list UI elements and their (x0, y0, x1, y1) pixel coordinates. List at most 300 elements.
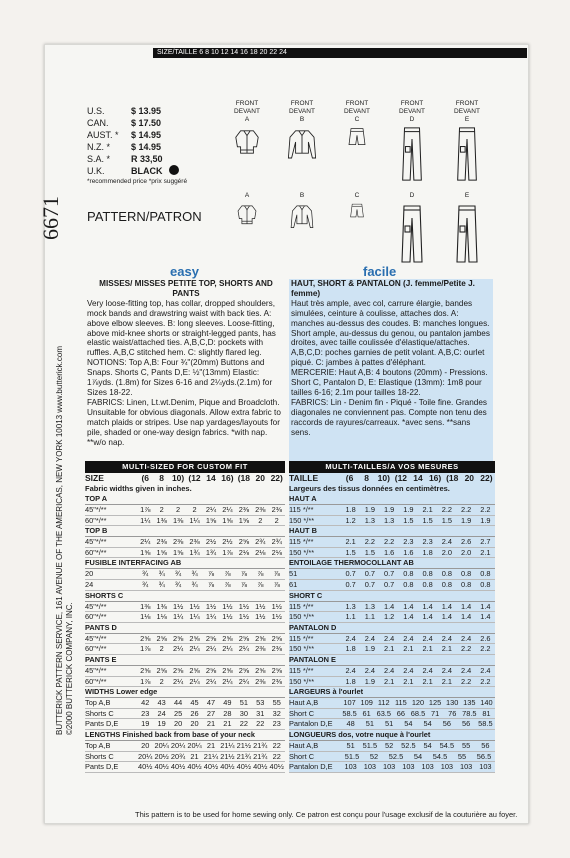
garment-drawing-icon (280, 202, 324, 240)
table-cell: 1⅝ (238, 515, 249, 525)
yardage-table-english (85, 461, 285, 773)
table-cell: 2.1 (403, 644, 414, 654)
publisher-line: BUTTERICK PATTERN SERVICE, 161 AVENUE OF THE AMERICAS, NEW YORK 10013 www.butterick.com (55, 346, 64, 735)
table-cell: 51.5 (362, 740, 378, 750)
table-cell: 2⅝ (271, 665, 282, 675)
table-cell: 1.3 (364, 601, 376, 611)
table-cell: 1.4 (441, 601, 453, 611)
row-label: Shorts C (85, 708, 114, 718)
price-value: R 33,50 (131, 154, 163, 164)
table-cell: 2.2 (460, 644, 472, 654)
section-title: SHORTS C (85, 591, 285, 602)
table-cell: 21 (223, 719, 232, 729)
table-row (85, 666, 285, 677)
table-cell: 2⅝ (271, 633, 282, 643)
table-cell: 40½ (138, 762, 153, 772)
price-row (87, 117, 187, 129)
price-country: AUST. * (87, 130, 119, 140)
table-cell: 103 (459, 762, 473, 772)
sizes-row (85, 473, 285, 484)
table-row (85, 537, 285, 548)
row-label: 60"*/** (85, 547, 107, 557)
table-cell: 55 (272, 698, 281, 708)
row-label: 45"*/** (85, 633, 107, 643)
table-cell: 2.1 (403, 676, 414, 686)
table-row (85, 580, 285, 591)
figure-view-letter: E (464, 192, 470, 199)
table-row (289, 698, 495, 709)
table-row (289, 548, 495, 559)
price-note: *recommended price *prix suggéré (87, 178, 188, 185)
row-label: 150 */** (289, 547, 315, 557)
table-cell: 2¼ (205, 676, 217, 686)
table-cell: 42 (141, 698, 150, 708)
table-cell: 21½ (236, 740, 252, 750)
table-cell: 20 (141, 740, 150, 750)
table-cell: 1¼ (140, 515, 151, 525)
table-row (85, 602, 285, 613)
table-cell: 2.2 (480, 505, 491, 514)
table-cell: 1.9 (383, 505, 395, 514)
table-cell: 1.9 (460, 515, 472, 525)
table-cell: ⅞ (273, 569, 280, 579)
table-cell: 2.3 (422, 537, 433, 547)
table-cell: 2¼ (222, 644, 233, 654)
table-cell: 1⅜ (172, 515, 184, 525)
table-cell: 1½ (255, 601, 266, 611)
row-label: Pantalon D,E (289, 762, 333, 772)
table-row (85, 569, 285, 580)
section-title: HAUT B (289, 526, 495, 537)
table-cell: 2¼ (205, 505, 217, 514)
row-label: 45"*/** (85, 601, 107, 611)
row-label: 150 */** (289, 644, 315, 654)
table-cell: 40½ (220, 762, 235, 772)
table-cell: 0.8 (460, 579, 472, 589)
table-row (289, 505, 495, 516)
table-cell: 2 (274, 515, 279, 525)
table-row (289, 709, 495, 720)
table-cell: 2.4 (383, 633, 395, 643)
figure-view-letter: C (354, 192, 360, 199)
table-cell: 2.1 (383, 644, 395, 654)
table-cell: 23 (272, 719, 281, 729)
table-subtitle: Largeurs des tissus données en centimètres. (289, 484, 450, 493)
size-cell: 20 (464, 473, 475, 483)
table-cell: 103 (363, 762, 377, 772)
table-cell: 27 (206, 708, 216, 718)
table-cell: 49 (223, 698, 232, 708)
table-cell: 2.4 (441, 537, 453, 547)
table-cell: 2.1 (441, 644, 453, 654)
table-cell: 2¼ (222, 676, 233, 686)
table-row (85, 762, 285, 773)
table-cell: 66 (396, 708, 405, 718)
row-label: 115 */** (289, 537, 314, 547)
table-cell: 103 (421, 762, 434, 772)
table-row (289, 666, 495, 677)
table-cell: 1.1 (364, 612, 376, 622)
table-cell: 1¼ (189, 612, 200, 622)
table-cell: 2¼ (140, 537, 151, 547)
table-subtitle: Fabric widths given in inches. (85, 484, 192, 493)
table-cell: 2.4 (422, 665, 433, 675)
table-cell: 1⅝ (156, 547, 167, 557)
table-cell: 0.7 (345, 569, 356, 579)
row-label: 150 */** (289, 612, 315, 622)
table-cell: 56 (462, 719, 471, 729)
row-label: 60"*/** (85, 515, 107, 525)
table-row (85, 741, 285, 752)
table-cell: ⅞ (273, 579, 280, 589)
table-cell: 1.4 (422, 601, 433, 611)
size-cell: 16) (221, 473, 234, 483)
table-cell: 2.4 (460, 633, 472, 643)
figure-label: FRONT DEVANT (234, 100, 260, 115)
row-label: Top A,B (85, 740, 111, 750)
table-row (289, 516, 495, 527)
table-cell: 2.1 (441, 676, 453, 686)
figure-view-e (445, 192, 489, 266)
table-cell: ¾ (175, 569, 182, 579)
table-cell: 0.8 (422, 569, 433, 579)
table-cell: 1.4 (480, 612, 491, 622)
table-cell: 2⅜ (156, 537, 167, 547)
table-cell: 30 (239, 708, 248, 718)
table-cell: 25 (173, 708, 183, 718)
size-cell: (18 (446, 473, 459, 483)
table-cell: 1½ (238, 601, 249, 611)
figure-view-a (225, 192, 269, 240)
table-cell: 2⅛ (255, 547, 266, 557)
table-cell: 1.6 (383, 547, 395, 557)
pattern-label: PATTERN/PATRON (87, 209, 202, 224)
table-cell: 54.5 (439, 740, 455, 750)
sizes-row (289, 473, 495, 484)
table-cell: 48 (346, 719, 355, 729)
table-cell: 1.4 (403, 612, 414, 622)
table-cell: ⅞ (240, 569, 247, 579)
garment-drawing-icon (335, 126, 379, 166)
table-cell: 20¼ (170, 740, 186, 750)
table-cell: 1.4 (460, 601, 472, 611)
table-cell: 2.1 (345, 537, 356, 547)
description-french (289, 279, 493, 489)
table-cell: 2.6 (480, 633, 491, 643)
section-title: LONGUEURS dos, votre nuque à l'ourlet (289, 730, 495, 741)
table-cell: 28 (223, 708, 232, 718)
table-cell: 52 (385, 740, 394, 750)
description-title: MISSES/ MISSES PETITE TOP, SHORTS AND PANTS (99, 279, 273, 298)
table-cell: 51 (365, 719, 374, 729)
table-cell: 2¼ (238, 676, 249, 686)
row-label: Pants D,E (85, 762, 119, 772)
table-cell: 1½ (238, 612, 249, 622)
table-cell: ¾ (142, 579, 149, 589)
figure-view-c (335, 192, 379, 234)
row-label: Pantalon D,E (289, 719, 333, 729)
table-cell: 2.2 (441, 505, 453, 514)
table-cell: 1.9 (480, 515, 491, 525)
table-cell: 1½ (255, 612, 266, 622)
table-row (85, 698, 285, 709)
table-row (85, 719, 285, 730)
size-cell: 10) (171, 473, 185, 483)
table-cell: 54 (423, 719, 432, 729)
garment-drawing-icon (390, 126, 434, 182)
price-country: S.A. * (87, 154, 111, 164)
table-cell: 1.2 (383, 612, 395, 622)
table-cell: 51 (239, 698, 248, 708)
table-header: MULTI-SIZED FOR CUSTOM FIT (85, 461, 285, 473)
table-cell: 2.4 (403, 633, 414, 643)
table-cell: 2.2 (480, 644, 491, 654)
table-cell: 1¼ (189, 515, 200, 525)
row-label: Short C (289, 708, 315, 718)
table-cell: ¾ (158, 569, 165, 579)
table-cell: 0.8 (403, 569, 414, 579)
row-label: 115 */** (289, 633, 314, 643)
fabrics-text: FABRICS: Linen, Lt.wt.Denim, Pique and Broadcloth. Unsuitable for obvious diagonals. Allow extra fabric to match plaids or stripes. Use nap yardages/layouts for pile, shaded or one-way design fabrics. *with nap. **w/o nap. (87, 397, 281, 447)
figure-label: FRONT DEVANT (399, 100, 425, 115)
table-cell: 1⅜ (156, 601, 167, 611)
table-cell: ¾ (191, 579, 198, 589)
figure-label: FRONT DEVANT (454, 100, 480, 115)
table-row (289, 677, 495, 688)
table-cell: 1.8 (345, 676, 356, 686)
size-cell: 16) (428, 473, 442, 483)
table-cell: 2⅝ (222, 665, 233, 675)
row-label: 45"*/** (85, 665, 107, 675)
notions-text: NOTIONS: Top A,B: Four ¾"(20mm) Buttons and Snaps. Shorts C, Pants D,E: ½"(13mm) Elastic: 1⅞yds. (1.8m) for Sizes 6-16 and 2¼yds.(2.1m) for Sizes 18-22. (87, 358, 273, 397)
table-row (289, 752, 495, 763)
figure-view-letter: B (299, 116, 305, 123)
section-title: TOP A (85, 494, 285, 505)
table-cell: 2⅛ (271, 547, 282, 557)
table-cell: 1⅞ (140, 676, 151, 686)
table-cell: 1½ (172, 601, 184, 611)
table-cell: 1¾ (189, 547, 200, 557)
row-label: Short C (289, 751, 315, 761)
table-cell: 2¼ (172, 676, 184, 686)
table-cell: 45 (190, 698, 199, 708)
table-cell: 2⅝ (156, 633, 167, 643)
style-number: 6671 (38, 196, 63, 240)
table-cell: 2⅝ (238, 665, 249, 675)
table-cell: 1.2 (345, 515, 356, 525)
footer-note: This pattern is to be used for home sewing only. Ce patron est conçu pour l'usage exclusif de la couturière au foyer. (135, 810, 518, 819)
table-cell: 1.9 (403, 505, 414, 514)
table-cell: ¾ (158, 579, 165, 589)
table-cell: 2⅝ (156, 665, 167, 675)
table-cell: 1⅝ (140, 547, 151, 557)
table-cell: 20¼ (138, 751, 153, 761)
table-cell: 2.1 (422, 676, 433, 686)
table-row (85, 644, 285, 655)
price-country: U.K. (87, 166, 105, 176)
table-cell: 1.4 (383, 601, 395, 611)
garment-drawing-icon (225, 126, 269, 174)
size-cell: 10) (377, 473, 390, 483)
table-cell: 1.1 (345, 612, 356, 622)
table-cell: 1.3 (364, 515, 376, 525)
table-cell: 2¼ (172, 644, 184, 654)
table-cell: 40½ (187, 762, 202, 772)
table-cell: 20½ (154, 751, 169, 761)
table-cell: ⅞ (224, 569, 231, 579)
table-cell: 0.8 (480, 569, 491, 579)
section-title: PANTALON E (289, 655, 495, 666)
description-title-fr: HAUT, SHORT & PANTALON (J. femme/Petite J. femme) (291, 279, 475, 298)
table-cell: 1.4 (480, 601, 491, 611)
price-country: U.S. (87, 106, 105, 116)
table-cell: 19 (157, 719, 166, 729)
table-cell: 2.4 (441, 633, 453, 643)
table-cell: 2⅜ (172, 537, 184, 547)
table-cell: 0.7 (383, 569, 395, 579)
table-cell: 1.8 (345, 644, 356, 654)
table-cell: 2⅝ (140, 665, 151, 675)
table-cell: 2⅜ (255, 676, 266, 686)
table-cell: 76 (448, 708, 457, 718)
sizes-label: TAILLE (289, 473, 319, 483)
table-cell: 1.9 (364, 644, 376, 654)
table-cell: 2¾ (271, 537, 282, 547)
section-title: PANTALON D (289, 623, 495, 634)
table-cell: 1.4 (403, 601, 414, 611)
section-title: PANTS D (85, 623, 285, 634)
table-cell: 2⅜ (255, 644, 266, 654)
table-cell: 103 (402, 762, 415, 772)
table-cell: 2¼ (189, 676, 200, 686)
row-label: 60"*/** (85, 612, 107, 622)
table-cell: 81 (482, 708, 491, 718)
price-row (87, 153, 187, 165)
table-cell: 56.5 (476, 751, 492, 761)
row-label: 61 (289, 579, 298, 589)
table-cell: 0.8 (441, 579, 453, 589)
figure-view-letter: A (244, 116, 250, 123)
table-cell: 52.5 (388, 751, 404, 761)
table-cell: 0.7 (364, 579, 376, 589)
table-cell: 71 (430, 708, 440, 718)
table-cell: ¾ (175, 579, 182, 589)
table-cell: 21¼ (203, 751, 219, 761)
table-cell: 2⅜ (238, 505, 249, 514)
table-cell: 1.3 (345, 601, 356, 611)
size-bar: SIZE/TAILLE 6 8 10 12 14 16 18 20 22 24 (153, 48, 527, 58)
row-label: 115 */** (289, 665, 314, 675)
table-cell: 2½ (205, 537, 217, 547)
table-row (289, 537, 495, 548)
table-cell: 2.2 (480, 676, 491, 686)
table-cell: 1.9 (364, 676, 376, 686)
table-cell: 2.0 (441, 547, 453, 557)
price-value: $ 14.95 (131, 130, 162, 140)
table-cell: 120 (411, 698, 425, 708)
row-label: 20 (85, 569, 94, 579)
table-row (289, 602, 495, 613)
table-cell: 2⅜ (189, 537, 200, 547)
table-cell: 0.7 (383, 579, 395, 589)
table-cell: 40½ (154, 762, 169, 772)
table-cell: 1.4 (422, 612, 433, 622)
figure-view-letter: B (299, 192, 305, 199)
table-cell: 103 (382, 762, 396, 772)
table-cell: 1⅝ (172, 547, 184, 557)
section-title: FUSIBLE INTERFACING AB (85, 558, 285, 569)
table-cell: ⅞ (224, 579, 231, 589)
table-cell: 1⅜ (140, 601, 151, 611)
table-cell: 40½ (170, 762, 186, 772)
table-cell: 2.2 (364, 537, 376, 547)
table-cell: ⅞ (207, 569, 215, 579)
table-cell: 51.5 (344, 751, 360, 761)
size-cell: 22) (270, 473, 283, 483)
table-cell: ¾ (191, 569, 198, 579)
size-cell: (6 (345, 473, 354, 483)
table-cell: 1¼ (205, 612, 217, 622)
figure-view-b (280, 192, 324, 240)
garment-drawing-icon (280, 126, 324, 174)
table-cell: 2⅝ (255, 665, 266, 675)
table-cell: 0.8 (480, 579, 491, 589)
table-cell: 1.8 (422, 547, 433, 557)
table-row (85, 709, 285, 720)
table-cell: 103 (344, 762, 357, 772)
table-cell: 21 (206, 719, 216, 729)
table-cell: 2.1 (383, 676, 395, 686)
table-cell: 26 (190, 708, 199, 718)
table-cell: 1½ (205, 601, 217, 611)
facile-label: facile (363, 264, 397, 279)
table-cell: 58.5 (342, 708, 357, 718)
table-cell: 1.5 (422, 515, 433, 525)
table-cell: 23 (141, 708, 150, 718)
table-row (289, 580, 495, 591)
table-cell: 21 (190, 751, 199, 761)
table-cell: 2.2 (383, 537, 395, 547)
table-cell: 52.5 (401, 740, 416, 750)
row-label: 45"*/** (85, 537, 107, 547)
table-cell: 2⅝ (140, 633, 151, 643)
section-title: LENGTHS Finished back from base of your neck (85, 730, 285, 741)
row-label: 115 */** (289, 601, 314, 611)
size-cell: 14 (413, 473, 423, 483)
price-country: CAN. (87, 118, 109, 128)
table-cell: 2¼ (205, 644, 217, 654)
table-cell: 2.4 (345, 665, 356, 675)
table-cell: 2⅜ (271, 505, 282, 514)
table-cell: 0.8 (403, 579, 414, 589)
section-title: PANTS E (85, 655, 285, 666)
figure-view-e (445, 100, 489, 182)
table-cell: 56 (481, 740, 490, 750)
table-cell: 2.4 (460, 665, 472, 675)
table-cell: 20 (190, 719, 199, 729)
table-row (85, 634, 285, 645)
row-label: 150 */** (289, 676, 315, 686)
table-cell: 2.1 (422, 644, 433, 654)
table-cell: 31 (256, 708, 265, 718)
table-cell: 2⅜ (255, 505, 266, 514)
table-cell: 54 (423, 740, 432, 750)
row-label: Haut A,B (289, 740, 319, 750)
table-cell: 54 (413, 751, 423, 761)
row-label: 60"*/** (85, 644, 107, 654)
table-cell: 1⅛ (140, 612, 151, 622)
row-label: Shorts C (85, 751, 114, 761)
